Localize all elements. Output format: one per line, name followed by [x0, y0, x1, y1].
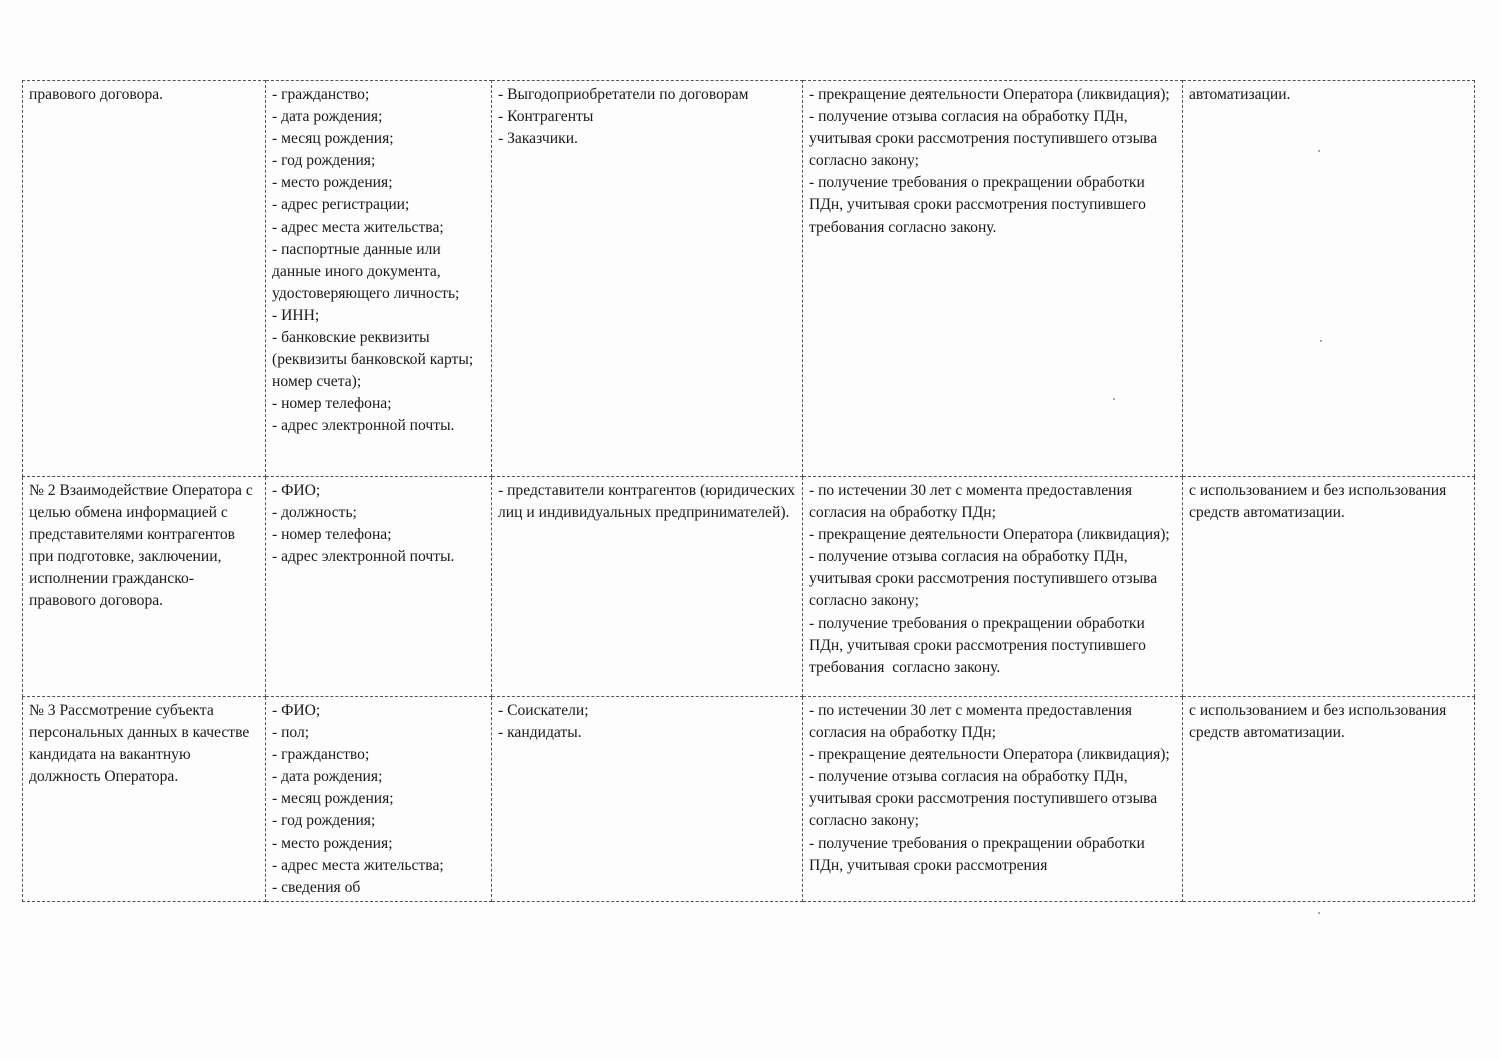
list-item: - месяц рождения;: [272, 790, 394, 808]
cell-terms: [803, 697, 1183, 902]
list-item: - месяц рождения;: [272, 130, 394, 148]
list-item: - адрес электронной почты.: [272, 548, 455, 566]
table-row: [23, 477, 1475, 697]
cell-text: правового договора.: [29, 86, 164, 103]
cell-purpose: [23, 477, 266, 697]
cell-text: № 3 Рассмотрение субъекта персональных данных в качестве кандидата на вакантную должность Оператора.: [29, 702, 254, 786]
list-item: - паспортные данные или данные иного документа, удостоверяющего личность;: [272, 240, 460, 302]
list-item: - дата рождения;: [272, 108, 383, 126]
list-item: - кандидаты.: [498, 724, 582, 742]
list-item: - ФИО;: [272, 482, 321, 499]
scan-speck: [1318, 912, 1320, 914]
cell-method: [1183, 697, 1475, 902]
list-item: - получение требования о прекращении обработки ПДн, учитывая сроки рассмотрения: [809, 834, 1149, 874]
list-item: - Контрагенты: [498, 108, 594, 126]
cell-data-categories: [266, 81, 492, 477]
list-item: - Соискатели;: [498, 702, 589, 719]
list-item: - Заказчики.: [498, 130, 578, 148]
list-item: - место рождения;: [272, 174, 393, 192]
cell-purpose: [23, 81, 266, 477]
list-item: - год рождения;: [272, 152, 376, 170]
cell-terms: [803, 81, 1183, 477]
list-item: - прекращение деятельности Оператора (ликвидация);: [809, 526, 1170, 544]
list-item: - место рождения;: [272, 834, 393, 852]
cell-method: [1183, 477, 1475, 697]
list-item: - номер телефона;: [272, 526, 392, 544]
cell-subjects: [492, 477, 803, 697]
list-item: - адрес места жительства;: [272, 218, 444, 236]
table-row: [23, 697, 1475, 902]
list-item: - по истечении 30 лет с момента предоставления согласия на обработку ПДн;: [809, 702, 1136, 742]
list-item: - представители контрагентов (юридических лиц и индивидуальных предпринимателей).: [498, 482, 799, 522]
list-item: - получение отзыва согласия на обработку ПДн, учитывая сроки рассмотрения поступившего отзыва согласно закону;: [809, 108, 1162, 170]
list-item: - получение отзыва согласия на обработку ПДн, учитывая сроки рассмотрения поступившего отзыва согласно закону;: [809, 548, 1162, 610]
cell-text: № 2 Взаимодействие Оператора с целью обмена информацией с представителями контрагентов при подготовке, заключении, исполнении гражданско-правового договора.: [29, 482, 257, 610]
list-item: - получение отзыва согласия на обработку ПДн, учитывая сроки рассмотрения поступившего отзыва согласно закону;: [809, 768, 1162, 830]
list-item: - год рождения;: [272, 812, 376, 830]
table-row: [23, 81, 1475, 477]
list-item: - ФИО;: [272, 702, 321, 719]
personal-data-processing-table: [22, 80, 1475, 902]
list-item: - адрес электронной почты.: [272, 417, 455, 435]
list-item: - получение требования о прекращении обработки ПДн, учитывая сроки рассмотрения поступившего требования согласно закону.: [809, 174, 1150, 236]
list-item: - Выгодоприобретатели по договорам: [498, 86, 749, 103]
list-item: - ИНН;: [272, 306, 320, 324]
list-item: - сведения об: [272, 878, 361, 896]
list-item: - гражданство;: [272, 746, 370, 764]
list-item: - адрес места жительства;: [272, 856, 444, 874]
cell-purpose: [23, 697, 266, 902]
list-item: - пол;: [272, 724, 310, 742]
cell-data-categories: [266, 477, 492, 697]
cell-terms: [803, 477, 1183, 697]
cell-subjects: [492, 697, 803, 902]
cell-data-categories: [266, 697, 492, 902]
list-item: - должность;: [272, 504, 357, 522]
cell-subjects: [492, 81, 803, 477]
list-item: - дата рождения;: [272, 768, 383, 786]
cell-text: с использованием и без использования средств автоматизации.: [1189, 482, 1451, 522]
list-item: - прекращение деятельности Оператора (ликвидация);: [809, 746, 1170, 764]
list-item: - прекращение деятельности Оператора (ликвидация);: [809, 86, 1170, 103]
cell-method: [1183, 81, 1475, 477]
list-item: - банковские реквизиты (реквизиты банковской карты; номер счета);: [272, 329, 478, 391]
cell-text: автоматизации.: [1189, 86, 1291, 103]
list-item: - номер телефона;: [272, 395, 392, 413]
list-item: - гражданство;: [272, 86, 370, 103]
cell-text: с использованием и без использования средств автоматизации.: [1189, 702, 1451, 742]
list-item: - получение требования о прекращении обработки ПДн, учитывая сроки рассмотрения поступившего требования согласно закону.: [809, 614, 1150, 676]
list-item: - адрес регистрации;: [272, 196, 410, 214]
list-item: - по истечении 30 лет с момента предоставления согласия на обработку ПДн;: [809, 482, 1136, 522]
